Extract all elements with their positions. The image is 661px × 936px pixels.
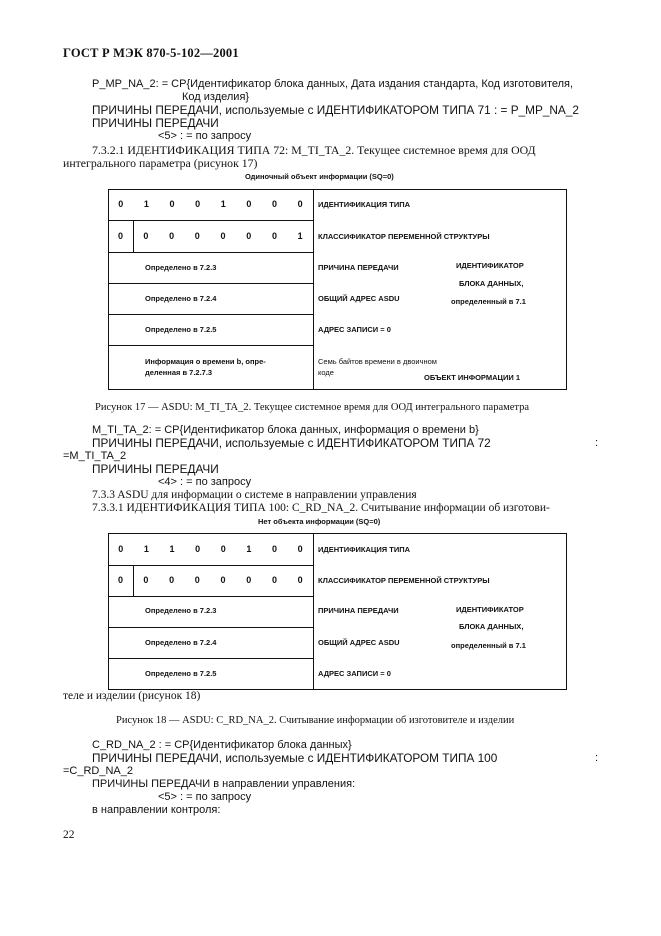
figure-17-defined-725: Определено в 7.2.5 (145, 325, 217, 334)
figure-18-caption: Рисунок 18 — ASDU: C_RD_NA_2. Считывание информации об изготовителе и изделии (116, 715, 515, 726)
figure-17-title: Одиночный объект информации (SQ=0) (245, 172, 394, 181)
page-number: 22 (63, 829, 75, 841)
bit-value: 0 (117, 231, 123, 241)
bit-value: 0 (246, 231, 252, 241)
bit-value: 1 (246, 544, 252, 554)
bit-value: 0 (297, 575, 303, 585)
figure-18-bits-row-2 (108, 575, 313, 585)
figure-17-info-object: ОБЪЕКТ ИНФОРМАЦИИ 1 (424, 373, 521, 382)
reasons-type-72: ПРИЧИНЫ ПЕРЕДАЧИ, используемые с ИДЕНТИФИКАТОРОМ ТИПА 72 (92, 436, 491, 450)
figure-18-common-address: ОБЩИЙ АДРЕС ASDU (318, 638, 400, 647)
bit-value: 0 (118, 199, 124, 209)
bit-value: 0 (143, 575, 149, 585)
figure-18-row-line (108, 658, 314, 659)
figure-17-row-line (108, 314, 314, 315)
bit-value: 0 (194, 231, 200, 241)
section-7331: 7.3.3.1 ИДЕНТИФИКАЦИЯ ТИПА 100: C_RD_NA_2. Считывание информации об изготови- (92, 502, 550, 514)
reasons-control-direction: ПРИЧИНЫ ПЕРЕДАЧИ в направлении управления: (92, 778, 356, 790)
figure-17-defined-723: Определено в 7.2.3 (145, 263, 217, 272)
figure-17-cause: ПРИЧИНА ПЕРЕДАЧИ (318, 263, 399, 272)
reason-5-line: <5> : = по запросу (158, 130, 252, 142)
bit-value: 0 (194, 575, 200, 585)
bit-value: 0 (220, 575, 226, 585)
reasons-heading-2: ПРИЧИНЫ ПЕРЕДАЧИ (92, 462, 219, 476)
figure-17-time-info: Информация о времени b, опре- (145, 357, 266, 366)
reasons-type-100: ПРИЧИНЫ ПЕРЕДАЧИ, используемые с ИДЕНТИФИКАТОРОМ ТИПА 100 (92, 751, 498, 765)
reasons-type-100-colon: : (595, 752, 599, 764)
figure-18-variable-structure: КЛАССИФИКАТОР ПЕРЕМЕННОЙ СТРУКТУРЫ (318, 576, 490, 585)
bit-value: 0 (169, 575, 175, 585)
figure-18-title: Нет объекта информации (SQ=0) (258, 517, 381, 526)
bit-value: 0 (246, 199, 252, 209)
bit-value: 0 (118, 544, 124, 554)
bit-value: 1 (143, 544, 149, 554)
figure-18-defined-723: Определено в 7.2.3 (145, 606, 217, 615)
section-733: 7.3.3 ASDU для информации о системе в направлении управления (92, 489, 417, 501)
reason-5-line-2: <5> : = по запросу (158, 791, 252, 803)
figure-17-row-line (108, 252, 314, 253)
figure-18-data-unit-id-3: определенный в 7.1 (451, 641, 526, 650)
bit-value: 0 (272, 544, 278, 554)
bit-value: 0 (246, 575, 252, 585)
reasons-type-72-colon: : (595, 437, 599, 449)
bit-value: 0 (169, 231, 175, 241)
figure-18-type-id: ИДЕНТИФИКАЦИЯ ТИПА (318, 545, 411, 554)
bit-value: 0 (169, 199, 175, 209)
figure-17-caption: Рисунок 17 — ASDU: M_TI_TA_2. Текущее системное время для ООД интегрального параметра (95, 402, 530, 413)
monitor-direction: в направлении контроля: (92, 804, 221, 816)
figure-18-row-line (108, 627, 314, 628)
figure-17-time-bytes-cont: коде (318, 368, 334, 377)
c-rd-na-2-definition: C_RD_NA_2 : = CP{Идентификатор блока данных} (92, 739, 352, 751)
bit-value: 0 (271, 575, 277, 585)
figure-17-bits-row-2 (108, 231, 313, 241)
m-ti-ta-2-definition: M_TI_TA_2: = CP{Идентификатор блока данных, информация о времени b} (92, 424, 479, 436)
figure-18-bits-row-1 (108, 544, 313, 554)
bit-value: 0 (117, 575, 123, 585)
section-7331-cont: теле и изделии (рисунок 18) (63, 690, 201, 702)
reason-4-line: <4> : = по запросу (158, 476, 252, 488)
section-7321-cont: интегрального параметра (рисунок 17) (63, 156, 258, 170)
bit-value: 0 (143, 231, 149, 241)
figure-17-bits-row-1 (108, 199, 313, 209)
figure-18-row-line (108, 565, 314, 566)
bit-value: 1 (297, 231, 303, 241)
figure-18-divider (313, 533, 314, 690)
bit-value: 1 (169, 544, 175, 554)
bit-value: 0 (297, 199, 303, 209)
reasons-type-72-value: =M_TI_TA_2 (63, 450, 127, 462)
reasons-heading: ПРИЧИНЫ ПЕРЕДАЧИ (92, 116, 219, 130)
figure-18-data-unit-id: ИДЕНТИФИКАТОР (456, 605, 524, 614)
bit-value: 0 (297, 544, 303, 554)
figure-17-row-line (108, 220, 314, 221)
p-mp-na-2-definition: P_MP_NA_2: = CP{Идентификатор блока данных, Дата издания стандарта, Код изготовителя, (92, 78, 574, 90)
figure-18-cause: ПРИЧИНА ПЕРЕДАЧИ (318, 606, 399, 615)
bit-value: 0 (272, 199, 278, 209)
figure-17-data-unit-id-3: определенный в 7.1 (451, 297, 526, 306)
bit-value: 0 (220, 544, 226, 554)
figure-17-variable-structure: КЛАССИФИКАТОР ПЕРЕМЕННОЙ СТРУКТУРЫ (318, 232, 490, 241)
reasons-type-71: ПРИЧИНЫ ПЕРЕДАЧИ, используемые с ИДЕНТИФИКАТОРОМ ТИПА 71 : = P_MP_NA_2 (92, 103, 579, 117)
figure-17-time-bytes: Семь байтов времени в двоичном (318, 357, 437, 366)
bit-value: 1 (220, 199, 226, 209)
figure-17-type-id: ИДЕНТИФИКАЦИЯ ТИПА (318, 200, 411, 209)
figure-18-record-address: АДРЕС ЗАПИСИ = 0 (318, 669, 391, 678)
figure-17-row-line (108, 345, 314, 346)
section-7321: 7.3.2.1 ИДЕНТИФИКАЦИЯ ТИПА 72: M_TI_TA_2. Текущее системное время для ООД (92, 143, 536, 157)
p-mp-na-2-definition-cont: Код изделия} (182, 91, 250, 103)
figure-18-defined-724: Определено в 7.2.4 (145, 638, 217, 647)
figure-18-data-unit-id-2: БЛОКА ДАННЫХ, (459, 622, 524, 631)
document-header: ГОСТ Р МЭК 870-5-102—2001 (63, 46, 239, 60)
figure-17-row-line (108, 283, 314, 284)
bit-value: 0 (195, 544, 201, 554)
reasons-type-100-value: =C_RD_NA_2 (63, 765, 134, 777)
bit-value: 0 (195, 199, 201, 209)
figure-18-defined-725: Определено в 7.2.5 (145, 669, 217, 678)
figure-17-data-unit-id: ИДЕНТИФИКАТОР (456, 261, 524, 270)
figure-17-common-address: ОБЩИЙ АДРЕС ASDU (318, 294, 400, 303)
figure-18-row-line (108, 596, 314, 597)
figure-17-time-info-cont: деленная в 7.2.7.3 (145, 368, 213, 377)
figure-17-record-address: АДРЕС ЗАПИСИ = 0 (318, 325, 391, 334)
bit-value: 1 (143, 199, 149, 209)
bit-value: 0 (271, 231, 277, 241)
figure-17-defined-724: Определено в 7.2.4 (145, 294, 217, 303)
figure-17-data-unit-id-2: БЛОКА ДАННЫХ, (459, 279, 524, 288)
bit-value: 0 (220, 231, 226, 241)
